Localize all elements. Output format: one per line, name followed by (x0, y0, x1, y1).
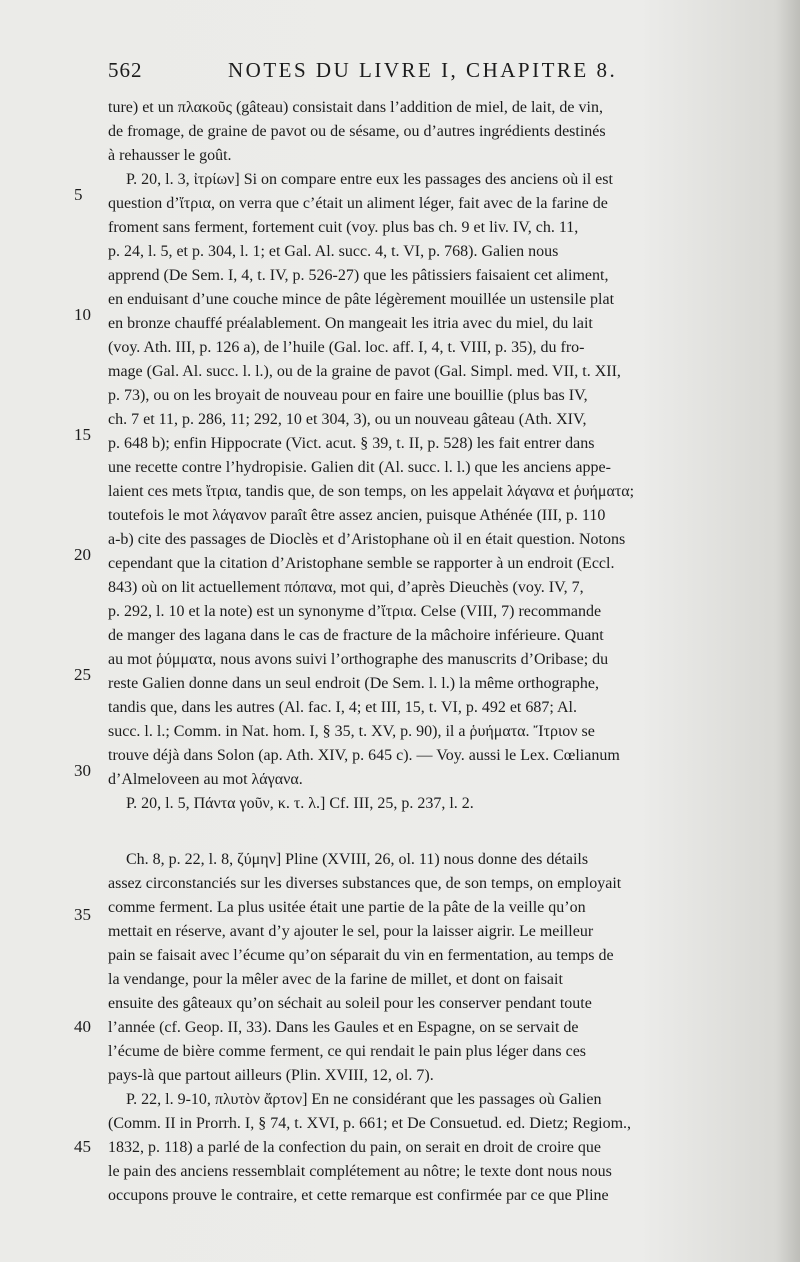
line-number: 15 (74, 425, 91, 444)
text-line: assez circonstanciés sur les diverses substances que, de son temps, on employait (108, 875, 622, 892)
text-line: succ. l. l.; Comm. in Nat. hom. I, § 35, t. XV, p. 90), il a ῥυήματα. Ἴτριον se (108, 723, 595, 740)
text-line: (Comm. II in Prorrh. I, § 74, t. XVI, p. 661; et De Consuetud. ed. Dietz; Regiom., (108, 1115, 632, 1132)
text-line: cependant que la citation d’Aristophane semble se rapporter à un endroit (Eccl. (108, 555, 615, 572)
page-number: 562 (108, 58, 143, 82)
line-number: 45 (74, 1137, 91, 1156)
text-line: de fromage, de graine de pavot ou de sésame, ou d’autres ingrédients destinés (108, 123, 606, 140)
text-line: p. 292, l. 10 et la note) est un synonyme d’ἴτρια. Celse (VIII, 7) recommande (108, 603, 602, 620)
text-line: P. 20, l. 5, Πάντα γοῦν, κ. τ. λ.] Cf. III, 25, p. 237, l. 2. (126, 795, 474, 812)
text-line: laient ces mets ἴτρια, tandis que, de son temps, on les appelait λάγανα et ῥυήματα; (108, 483, 635, 500)
text-line: (voy. Ath. III, p. 126 a), de l’huile (Gal. loc. aff. I, 4, t. VIII, p. 35), du fro- (108, 339, 585, 356)
text-line: le pain des anciens ressemblait complétement au nôtre; le texte dont nous nous (108, 1163, 612, 1180)
text-line: trouve déjà dans Solon (ap. Ath. XIV, p. 645 c). — Voy. aussi le Lex. Cœlianum (108, 747, 620, 764)
text-line: comme ferment. La plus usitée était une partie de la pâte de la veille qu’on (108, 899, 586, 916)
text-line: ture) et un πλακοῦς (gâteau) consistait dans l’addition de miel, de lait, de vin, (108, 99, 603, 116)
text-line: une recette contre l’hydropisie. Galien dit (Al. succ. l. l.) que les anciens appe- (108, 459, 611, 476)
text-line: apprend (De Sem. I, 4, t. IV, p. 526-27) que les pâtissiers faisaient cet aliment, (108, 267, 609, 284)
text-line: tandis que, dans les autres (Al. fac. I, 4; et III, 15, t. VI, p. 492 et 687; Al. (108, 699, 577, 716)
text-line: d’Almeloveen au mot λάγανα. (108, 771, 303, 788)
running-title: NOTES DU LIVRE I, CHAPITRE 8. (228, 58, 618, 82)
text-line: en enduisant d’une couche mince de pâte légèrement mouillée un ustensile plat (108, 291, 615, 308)
text-line: de manger des lagana dans le cas de fracture de la mâchoire inférieure. Quant (108, 627, 604, 644)
text-line: ensuite des gâteaux qu’on séchait au soleil pour les conserver pendant toute (108, 995, 592, 1012)
line-number: 35 (74, 905, 91, 924)
text-line: mage (Gal. Al. succ. l. l.), ou de la graine de pavot (Gal. Simpl. med. VII, t. XII, (108, 363, 621, 380)
text-line: occupons prouve le contraire, et cette remarque est confirmée par ce que Pline (108, 1187, 609, 1204)
text-line: la vendange, pour la mêler avec de la farine de millet, et dont on faisait (108, 971, 563, 988)
text-line: reste Galien donne dans un seul endroit (De Sem. l. l.) la même orthographe, (108, 675, 599, 692)
text-line: ch. 7 et 11, p. 286, 11; 292, 10 et 304, 3), ou un nouveau gâteau (Ath. XIV, (108, 411, 587, 428)
line-number: 5 (74, 185, 83, 204)
text-line: pain se faisait avec l’écume qu’on séparait du vin en fermentation, au temps de (108, 947, 614, 964)
text-line: en bronze chauffé préalablement. On mangeait les itria avec du miel, du lait (108, 315, 593, 332)
text-line: p. 24, l. 5, et p. 304, l. 1; et Gal. Al. succ. 4, t. VI, p. 768). Galien nous (108, 243, 559, 260)
text-line: l’année (cf. Geop. II, 33). Dans les Gaules et en Espagne, on se servait de (108, 1019, 579, 1036)
text-line: p. 648 b); enfin Hippocrate (Vict. acut. § 39, t. II, p. 528) les fait entrer dans (108, 435, 595, 452)
text-line: question d’ἴτρια, on verra que c’était un aliment léger, fait avec de la farine de (108, 195, 608, 212)
line-number: 20 (74, 545, 91, 564)
page-header (108, 58, 748, 86)
text-line: p. 73), ou on les broyait de nouveau pour en faire une bouillie (plus bas IV, (108, 387, 588, 404)
text-line: à rehausser le goût. (108, 147, 232, 164)
text-line: l’écume de bière comme ferment, ce qui rendait le pain plus léger dans ces (108, 1043, 587, 1060)
text-line: P. 20, l. 3, ἰτρίων] Si on compare entre eux les passages des anciens où il est (126, 171, 613, 188)
text-line: pays-là que partout ailleurs (Plin. XVIII, 12, ol. 7). (108, 1067, 434, 1084)
line-number: 10 (74, 305, 91, 324)
text-line: au mot ῥύμματα, nous avons suivi l’orthographe des manuscrits d’Oribase; du (108, 651, 609, 668)
text-line: Ch. 8, p. 22, l. 8, ζύμην] Pline (XVIII, 26, ol. 11) nous donne des détails (126, 851, 589, 868)
line-number: 40 (74, 1017, 91, 1036)
text-line: 843) où on lit actuellement πόπανα, mot qui, d’après Dieuchès (voy. IV, 7, (108, 579, 584, 596)
text-line: a-b) cite des passages de Dioclès et d’Aristophane où il en était question. Notons (108, 531, 626, 548)
text-line: mettait en réserve, avant d’y ajouter le sel, pour la laisser aigrir. Le meilleur (108, 923, 594, 940)
text-line: P. 22, l. 9-10, πλυτὸν ἄρτον] En ne considérant que les passages où Galien (126, 1091, 602, 1108)
line-number: 25 (74, 665, 91, 684)
text-line: froment sans ferment, fortement cuit (voy. plus bas ch. 9 et liv. IV, ch. 11, (108, 219, 579, 236)
text-line: 1832, p. 118) a parlé de la confection du pain, on serait en droit de croire que (108, 1139, 602, 1156)
text-line: toutefois le mot λάγανον paraît être assez ancien, puisque Athénée (III, p. 110 (108, 507, 606, 524)
line-number: 30 (74, 761, 91, 780)
